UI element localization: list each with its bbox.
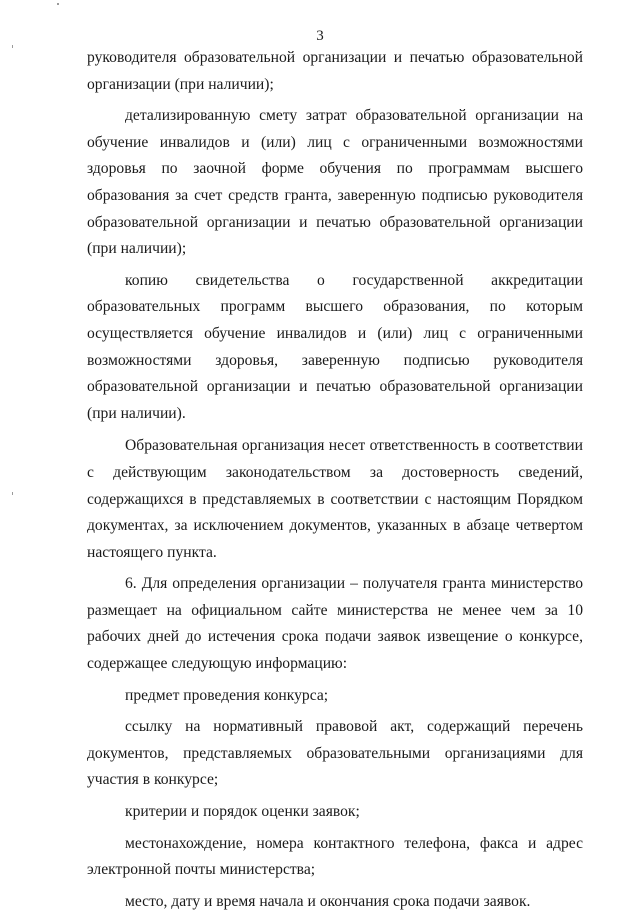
scan-artifact	[12, 492, 13, 495]
list-item: местонахождение, номера контактного телефона, факса и адрес электронной почты министерства;	[87, 834, 583, 879]
paragraph: 6. Для определения организации – получателя гранта министерство размещает на официальном сайте министерства не менее чем за 10 рабочих дней до истечения срока подачи заявок извещение о конкурсе, содержащее следующую информацию:	[87, 575, 583, 673]
paragraph: руководителя образовательной организации и печатью образовательной организации (при наличии);	[87, 49, 583, 93]
scan-artifact	[12, 45, 13, 48]
scan-artifact	[57, 3, 59, 5]
paragraph: детализированную смету затрат образовательной организации на обучение инвалидов и (или) лиц с ограниченными возможностями здоровья по заочной форме обучения по программам высшего образования за счет средств гранта, заверенную подписью руководителя образовательной организации и печатью образовательной организации (при наличии);	[87, 107, 583, 258]
paragraph: Образовательная организация несет ответственность в соответствии с действующим законодательством за достоверность сведений, содержащихся в представляемых в соответствии с настоящим Порядком документах, за исключением документов, указанных в абзаце четвертом настоящего пункта.	[87, 437, 583, 561]
page-number: 3	[316, 28, 324, 44]
list-item: место, дату и время начала и окончания срока подачи заявок.	[125, 892, 531, 910]
list-item: критерии и порядок оценки заявок;	[125, 803, 360, 821]
paragraph: копию свидетельства о государственной аккредитации образовательных программ высшего образования, по которым осуществляется обучение инвалидов и (или) лиц с ограниченными возможностями здоровья, заверенную подписью руководителя образовательной организации и печатью образовательной организации (при наличии).	[87, 271, 583, 422]
list-item: предмет проведения конкурса;	[125, 686, 329, 704]
document-body	[87, 45, 583, 915]
list-item: ссылку на нормативный правовой акт, содержащий перечень документов, представляемых образовательными организациями для участия в конкурсе;	[87, 718, 583, 789]
